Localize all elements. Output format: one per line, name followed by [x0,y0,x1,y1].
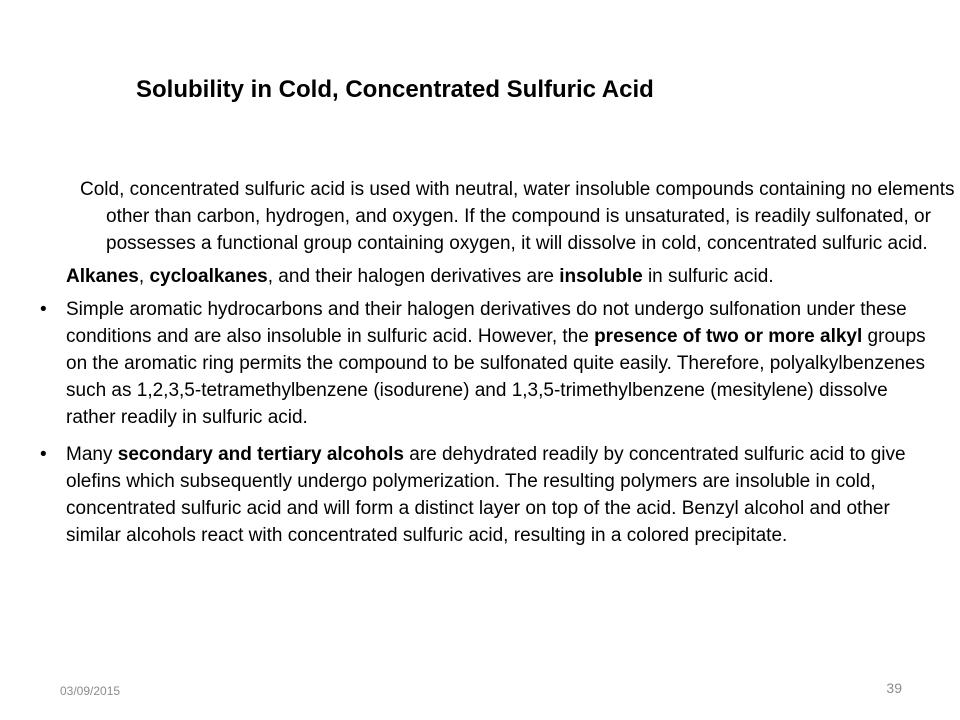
bullet-icon: • [40,299,47,320]
alkanes-statement [40,263,930,290]
bullet-aromatic-hydrocarbons [40,296,930,431]
intro-paragraph: Cold, concentrated sulfuric acid is used with neutral, water insoluble compounds containing no elements other than carbon, hydrogen, and oxygen. If the compound is unsaturated, is readily sulfonated, or possesses a functional group containing oxygen, it will dissolve in cold, concentrated sulfuric acid. [80,179,955,254]
bullet-bold-text: presence of two or more alkyl [594,326,863,347]
slide-body [40,176,955,559]
insoluble-term: insoluble [559,266,643,287]
page-number: 39 [886,680,902,696]
statement-mid: , and their halogen derivatives are [267,266,560,287]
bullet-text-before: Simple aromatic hydrocarbons and their halogen derivatives do not undergo sulfonation under these conditions and are also insoluble in sulfuric acid. However, the [66,299,907,347]
statement-sep: , [138,266,150,287]
bullet-alcohols [40,441,930,549]
bullet-icon: • [40,444,47,465]
bullet-text-after: are dehydrated readily by concentrated sulfuric acid to give olefins which subsequently undergo polymerization. The resulting polymers are insoluble in cold, concentrated sulfuric acid and will form a distinct layer on top of the acid. Benzyl alcohol and other similar alcohols react with concentrated sulfuric acid, resulting in a colored precipitate. [66,444,906,546]
footer-date: 03/09/2015 [60,684,121,698]
slide-title: Solubility in Cold, Concentrated Sulfuric Acid [136,76,654,103]
bullet-text-before: Many [66,444,118,465]
statement-end: in sulfuric acid. [642,266,774,287]
bullet-bold-text: secondary and tertiary alcohols [117,444,404,465]
alkanes-term: Alkanes [66,266,139,287]
cycloalkanes-term: cycloalkanes [149,266,268,287]
bullet-text-after: groups on the aromatic ring permits the compound to be sulfonated quite easily. Therefore, polyalkylbenzenes such as 1,2,3,5-tetramethylbenzene (isodurene) and 1,3,5-trimethylbenzene (mesitylene) dissolve rather readily in sulfuric acid. [66,326,926,428]
